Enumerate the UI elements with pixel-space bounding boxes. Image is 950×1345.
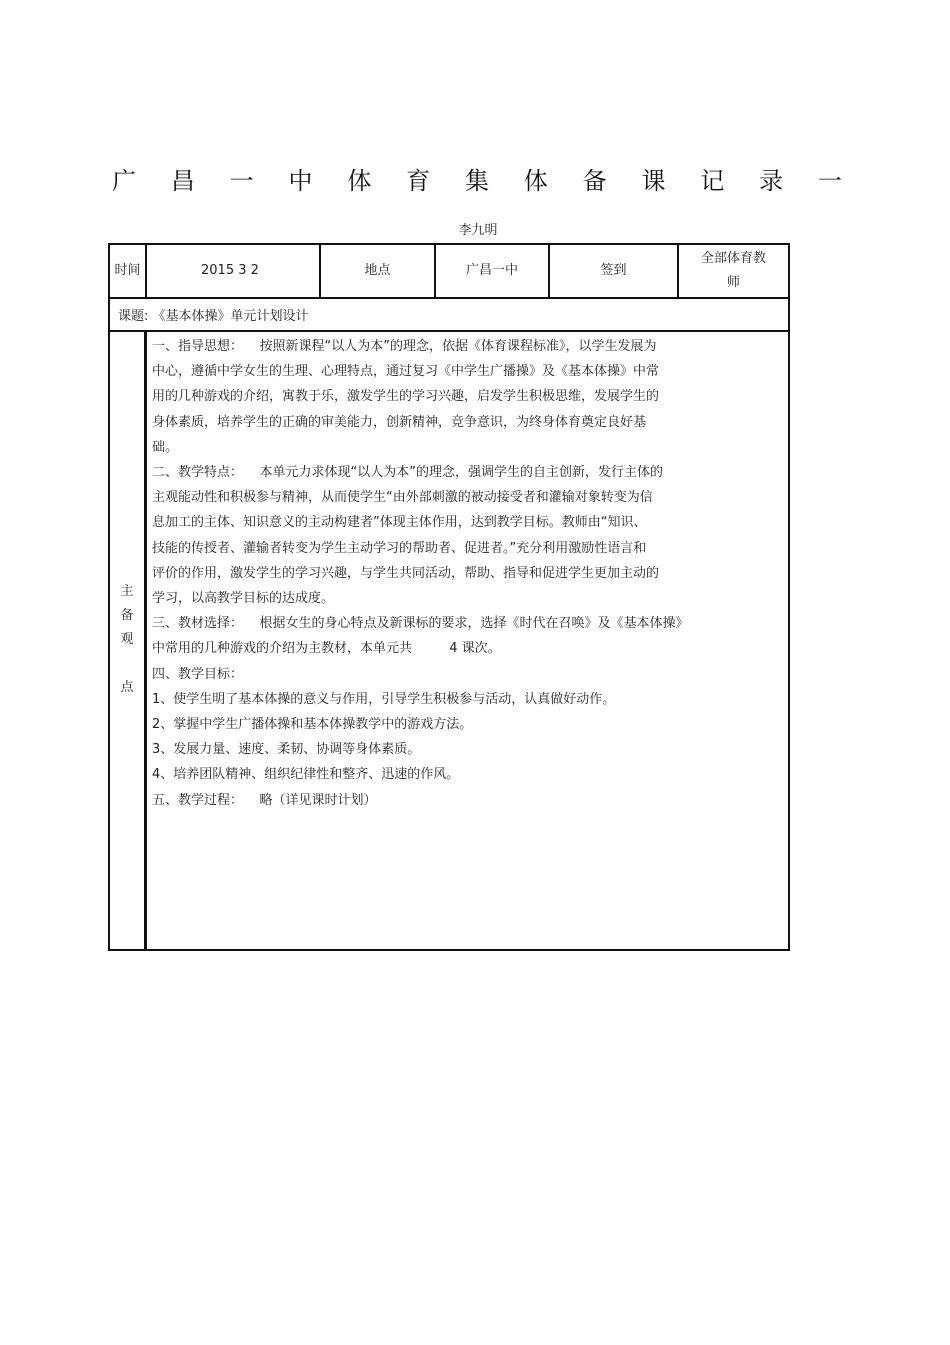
title-char: 育: [406, 166, 431, 195]
content-line: 二、教学特点： 本单元力求体现“以人为本”的理念，强调学生的自主创新，发行主体的: [152, 465, 663, 481]
grid-line: [548, 245, 550, 297]
time-label: 时间: [114, 263, 141, 278]
title-char: 录: [759, 166, 784, 195]
time-value: 2015 3 2: [201, 263, 259, 278]
lesson-plan-table: [108, 243, 790, 951]
title-char: 一: [817, 166, 842, 195]
content-line: 2、掌握中学生广播体操和基本体操教学中的游戏方法。: [152, 717, 473, 733]
content-line: 中常用的几种游戏的介绍为主教材，本单元共 4 课次。: [152, 641, 501, 657]
title-char: 课: [641, 166, 666, 195]
sign-value: [679, 245, 788, 297]
sign-value-line2: 师: [726, 275, 740, 290]
content-line: 1、使学生明了基本体操的意义与作用，引导学生积极参与活动，认真做好动作。: [152, 691, 616, 707]
grid-line: [677, 245, 679, 297]
sign-label: 签到: [600, 263, 627, 278]
sign-value-line1: 全部体育教: [700, 251, 766, 266]
lesson-topic: 课题: 《基本体操》单元计划设计: [118, 309, 309, 324]
document-title: [112, 160, 842, 196]
grid-line: [145, 245, 147, 297]
content-line: 三、教材选择： 根据女生的身心特点及新课标的要求，选择《时代在召唤》及《基本体操》: [152, 616, 689, 632]
content-line: 四、教学目标：: [152, 666, 244, 682]
place-label: 地点: [364, 263, 391, 278]
content-line: 主观能动性和积极参与精神，从而使学生“由外部刺激的被动接受者和灌输对象转变为信: [152, 490, 653, 506]
side-label-char: 备: [120, 608, 134, 623]
content-line: 技能的传授者、灌输者转变为学生主动学习的帮助者、促进者。”充分利用激励性语言和: [152, 540, 647, 556]
content-line: 息加工的主体、知识意义的主动构建者”体现主体作用，达到教学目标。教师由“知识、: [152, 515, 647, 531]
content-line: 五、教学过程： 略（详见课时计划）: [152, 792, 377, 808]
title-char: 广: [112, 166, 136, 195]
place-value: 广昌一中: [465, 263, 518, 278]
side-label-char: 点: [120, 680, 134, 695]
content-line: 一、指导思想： 按照新课程“以人为本”的理念，依据《体育课程标准》，以学生发展为: [152, 339, 657, 354]
content-line: 用的几种游戏的介绍，寓教于乐，激发学生的学习兴趣，启发学生积极思维，发展学生的: [152, 389, 660, 405]
grid-line: [110, 330, 788, 332]
title-char: 中: [288, 166, 313, 195]
grid-line: [319, 245, 321, 297]
header-row: [110, 245, 788, 297]
title-char: 备: [582, 166, 607, 195]
author-name: 李九明: [458, 223, 498, 238]
content-line: 3、发展力量、速度、柔韧、协调等身体素质。: [152, 742, 421, 758]
side-label-char: 观: [120, 632, 134, 647]
content-line: 评价的作用，激发学生的学习兴趣，与学生共同活动，帮助、指导和促进学生更加主动的: [152, 565, 660, 581]
content-line: 身体素质，培养学生的正确的审美能力，创新精神，竞争意识，为终身体育奠定良好基: [152, 414, 647, 430]
title-char: 集: [464, 166, 489, 195]
grid-line: [144, 332, 147, 949]
content-line: 学习，以高教学目标的达成度。: [152, 591, 335, 607]
side-label: [110, 580, 144, 700]
content-line: 中心，遵循中学女生的生理、心理特点，通过复习《中学生广播操》及《基本体操》中常: [152, 364, 660, 380]
content-line: 4、培养团队精神、组织纪律性和整齐、迅速的作风。: [152, 767, 460, 783]
title-char: 一: [229, 166, 254, 195]
title-char: 体: [523, 166, 548, 195]
grid-line: [434, 245, 436, 297]
title-char: 体: [347, 166, 372, 195]
side-label-char: 主: [120, 584, 134, 599]
title-char: 记: [700, 166, 725, 195]
main-content: [152, 334, 732, 813]
title-char: 昌: [170, 166, 195, 195]
content-line: 础。: [152, 439, 179, 455]
